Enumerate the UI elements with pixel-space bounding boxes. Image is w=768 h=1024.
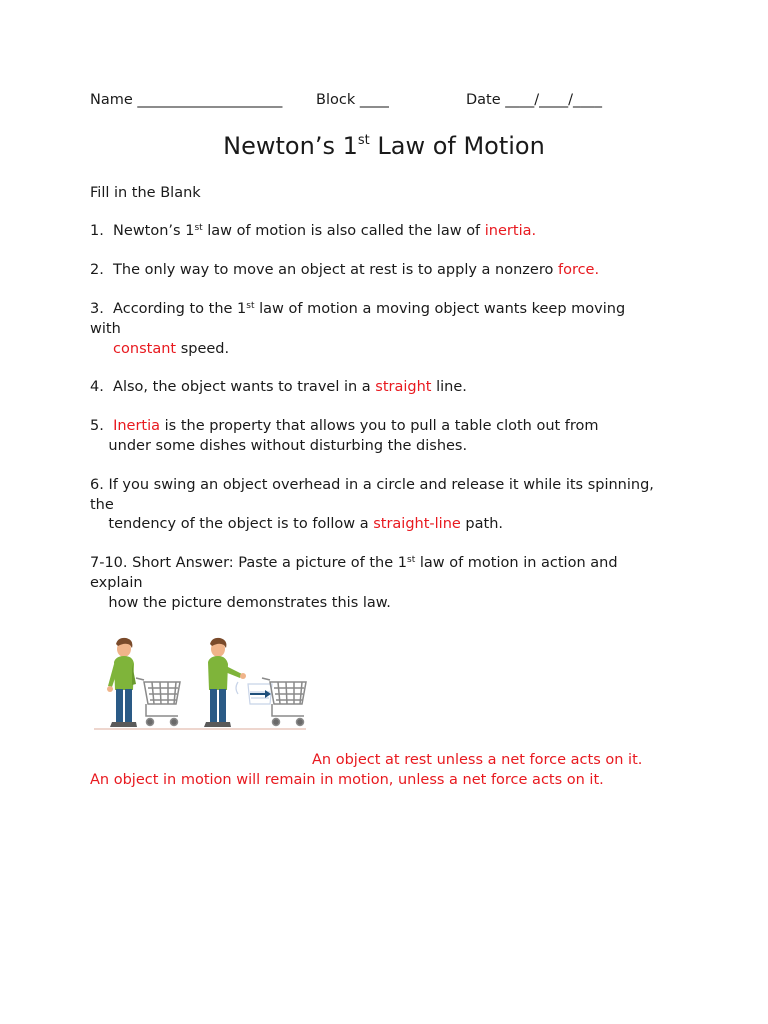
question-7-10-line-3: how the picture demonstrates this law.	[90, 595, 391, 611]
question-3: 3. According to the 1st law of motion a moving object wants keep moving	[90, 301, 626, 317]
question-5-line-2: under some dishes without disturbing the dishes.	[90, 438, 468, 454]
answer-6: straight-line	[373, 516, 461, 532]
name-field: Name ____________________	[90, 92, 283, 108]
question-7-10-line-2: explain	[90, 575, 143, 591]
shopping-cart-icon	[136, 678, 180, 726]
question-6-line-3: tendency of the object is to follow a straight-line path.	[90, 516, 504, 532]
answer-1: inertia.	[484, 223, 537, 239]
answer-line-1: An object at rest unless a net force acts on it.	[312, 752, 643, 768]
answer-3: constant	[113, 341, 177, 357]
question-2: 2. The only way to move an object at rest is to apply a nonzero force.	[90, 262, 600, 278]
question-4: 4. Also, the object wants to travel in a straight line.	[90, 379, 467, 395]
shopping-cart-moving-icon	[262, 678, 306, 726]
answer-5: Inertia	[113, 418, 161, 434]
question-6-line-2: the	[90, 497, 114, 513]
inertia-illustration	[90, 612, 308, 732]
question-3-line-3: constant speed.	[113, 341, 230, 357]
question-3-line-2: with	[90, 321, 121, 337]
answer-2: force.	[557, 262, 600, 278]
person-standing-icon	[107, 638, 137, 727]
block-field: Block ____	[316, 92, 389, 108]
question-1: 1. Newton’s 1st law of motion is also called the law of inertia.	[90, 223, 537, 239]
person-pushing-icon	[204, 638, 246, 727]
answer-line-2: An object in motion will remain in motion, unless a net force acts on it.	[90, 772, 604, 788]
question-7-10: 7-10. Short Answer: Paste a picture of the 1st law of motion in action and	[90, 555, 618, 571]
question-6: 6. If you swing an object overhead in a circle and release it while its spinning,	[90, 477, 654, 493]
question-5: 5. Inertia is the property that allows you to pull a table cloth out from	[90, 418, 599, 434]
arrow-right-icon	[250, 690, 271, 698]
answer-4: straight	[375, 379, 432, 395]
section-label: Fill in the Blank	[90, 185, 201, 201]
page-title: Newton’s 1st Law of Motion	[223, 132, 545, 160]
date-field: Date ____/____/____	[466, 92, 603, 108]
